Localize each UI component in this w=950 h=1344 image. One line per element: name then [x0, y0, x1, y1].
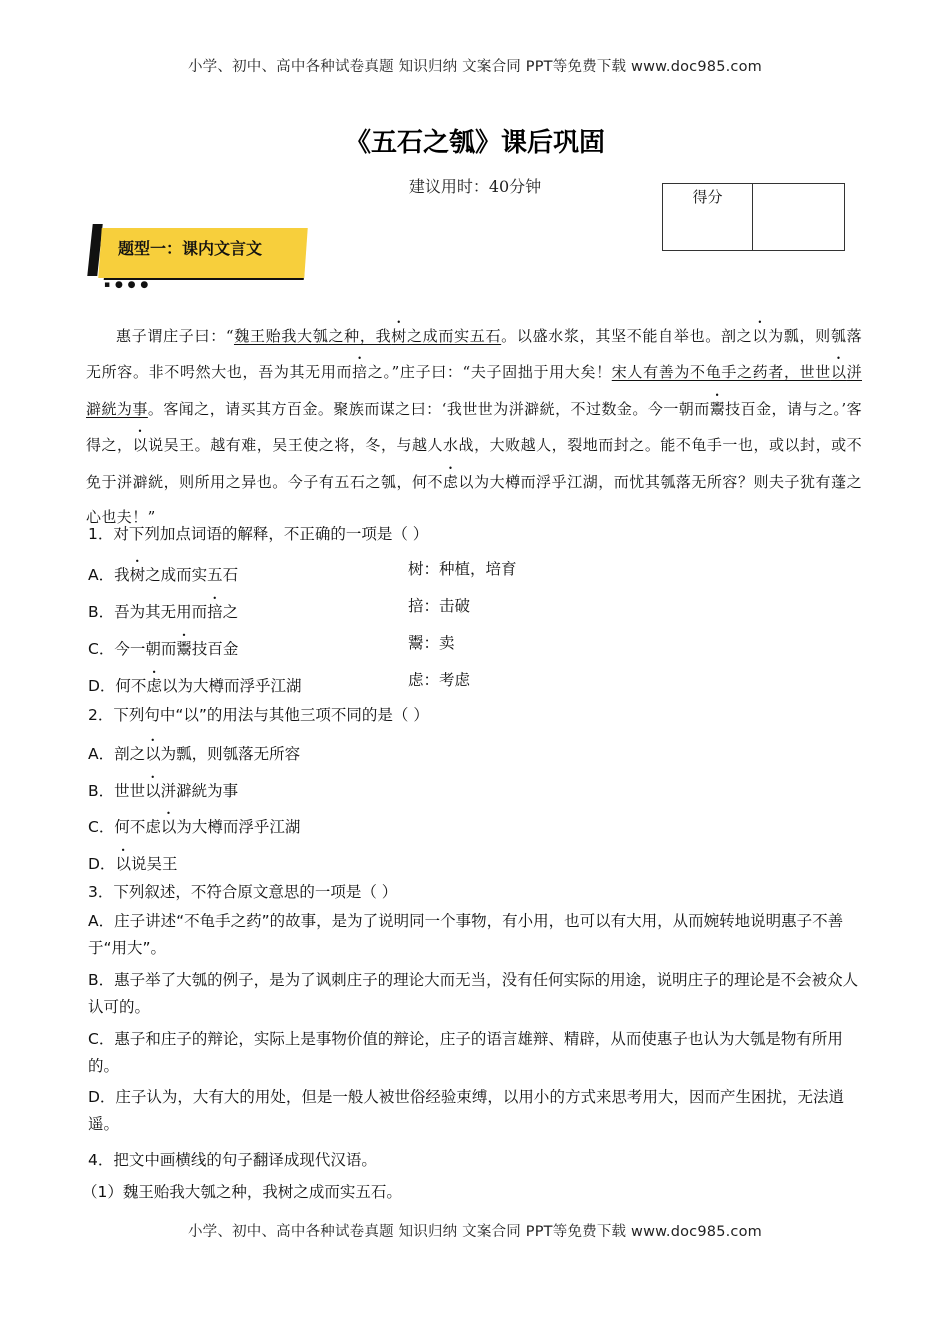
q4-stem: 4．把文中画横线的句子翻译成现代汉语。	[88, 1151, 377, 1169]
q3-option-a: A．庄子讲述“不龟手之药”的故事，是为了说明同一个事物，有小用，也可以有大用，从而婉转地说明惠子不善于“用大”。	[88, 912, 844, 957]
emphasized-char: 以	[830, 363, 847, 382]
q3-option-c: C．惠子和庄子的辩论，实际上是事物价值的辩论，庄子的语言雄辩、精辟，从而使惠子也认为大瓠是物有所用的。	[88, 1030, 843, 1075]
suggested-time: 建议用时：40分钟	[408, 177, 542, 196]
score-value-cell	[753, 184, 844, 250]
banner-label: 题型一：课内文言文	[118, 239, 263, 258]
banner-dots-decoration: ▪ ● ● ●	[104, 280, 150, 290]
q2-option-d: D．以说吴王	[88, 855, 178, 873]
q1-option-d: D．何不虑以为大樽而浮乎江湖 虑：考虑	[88, 671, 471, 695]
emphasized-char: 鬻	[709, 399, 726, 418]
underlined-sentence-2: 宋人有善为不龟手之药者，世世以洴澼絖为事	[86, 363, 862, 418]
page-title: 《五石之瓠》课后巩固	[344, 128, 605, 158]
emphasized-char: 掊	[352, 363, 368, 382]
emphasized-char: 虑	[443, 472, 459, 491]
section-banner	[84, 224, 310, 290]
q4-sub1: （1）魏王贻我大瓠之种，我树之成而实五石。	[82, 1183, 402, 1201]
q2-option-c: C．何不虑以为大樽而浮乎江湖	[88, 818, 301, 836]
q3-stem: 3．下列叙述，不符合原文意思的一项是（ ）	[88, 883, 398, 901]
q2-option-a: A．剖之以为瓢，则瓠落无所容	[88, 745, 301, 763]
q2-stem: 2．下列句中“以”的用法与其他三项不同的是（ ）	[88, 706, 429, 724]
q1-option-b: B．吾为其无用而掊之 掊：击破	[88, 597, 471, 621]
emphasized-char: 树	[391, 327, 407, 345]
classical-passage: 惠子谓庄子曰：“魏王贻我大瓠之种，我树之成而实五石。以盛水浆，其坚不能自举也。剖之以为瓢，则瓠落无所容。非不呺然大也，吾为其无用而掊之。”庄子曰：“夫子固拙于用大矣！宋人有善为不龟手之药者，世世以洴澼絖为事。客闻之，请买其方百金。聚族而谋之曰：‘我世世为洴澼絖，不过数金。今一朝而鬻技百金，请与之。’客得之，以说吴王。越有难，吴王使之将，冬，与越人水战，大败越人，裂地而封之。能不龟手一也，或以封，或不免于洴澼絖，则所用之异也。今子有五石之瓠，何不虑以为大樽而浮乎江湖，而忧其瓠落无所容？则夫子犹有蓬之心也夫！”	[86, 327, 863, 527]
score-label: 得分	[663, 184, 753, 250]
underlined-sentence-1: 魏王贻我大瓠之种，我树之成而实五石	[233, 327, 502, 345]
page-header: 小学、初中、高中各种试卷真题 知识归纳 文案合同 PPT等免费下载 www.doc985.com	[187, 59, 763, 75]
emphasized-char: 以	[752, 327, 769, 345]
q1-option-c: C．今一朝而鬻技百金 鬻：卖	[88, 634, 455, 658]
q2-option-b: B．世世以洴澼絖为事	[88, 782, 239, 800]
q1-option-a: A．我树之成而实五石 树：种植，培育	[88, 560, 517, 584]
emphasized-char: 以	[132, 436, 149, 455]
page-footer: 小学、初中、高中各种试卷真题 知识归纳 文案合同 PPT等免费下载 www.doc985.com	[187, 1224, 763, 1240]
q1-stem: 1．对下列加点词语的解释，不正确的一项是（ ）	[88, 525, 429, 543]
q3-option-d: D．庄子认为，大有大的用处，但是一般人被世俗经验束缚，以用小的方式来思考用大，因而产生困扰，无法逍遥。	[88, 1088, 844, 1133]
score-box	[662, 183, 845, 251]
q3-option-b: B．惠子举了大瓠的例子，是为了讽刺庄子的理论大而无当，没有任何实际的用途，说明庄子的理论是不会被众人认可的。	[88, 971, 859, 1016]
